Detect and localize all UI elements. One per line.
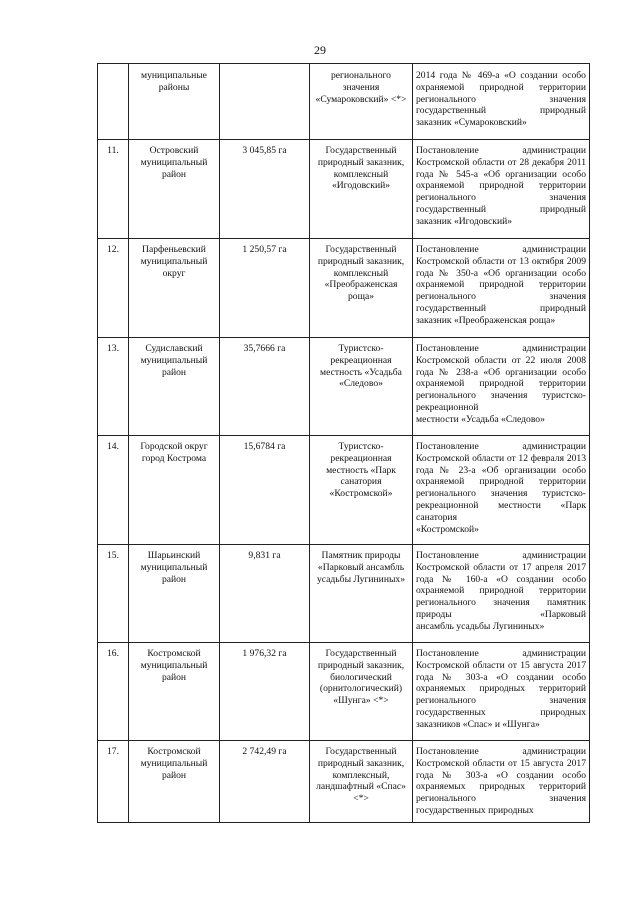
document-line: туристско-рекреационной [416,390,586,413]
table-row [98,337,590,435]
document-line: 2011 года № 545-а «Об организации [416,156,586,180]
territory-cell: Шарьинский муниципальный район [129,544,220,642]
row-number-cell: 13. [98,337,129,435]
document-line: территории регионального значения [416,180,586,204]
legal-document-cell [413,64,590,140]
table-row [98,642,590,740]
area-cell: 35,7666 га [220,337,310,435]
document-line: туристско-рекреационной [416,488,586,511]
category-cell: Туристско-рекреационная местность «Усадьба «Следово» [310,337,413,435]
category-cell: Государственный природный заказник, комплексный «Преображенская роща» [310,238,413,337]
area-cell: 3 045,85 га [220,139,310,238]
document-line: территории регионального значения [416,279,586,303]
document-line: Постановление администрации [416,745,586,757]
protected-areas-table [97,63,590,823]
document-line: особо охраняемой природной [416,366,586,390]
territory-cell: Парфеньевский муниципальный округ [129,238,220,337]
table-row [98,64,590,140]
document-line: 2017 года № 303-а «О создании [416,659,586,683]
document-line: ансамбль усадьбы Лугининых» [416,620,545,632]
document-line: Постановление администрации [416,440,586,452]
document-line: 2014 года № 469-а «О создании [416,70,558,81]
area-cell: 2 742,49 га [220,740,310,822]
document-line: заказник «Игодовский» [416,215,513,227]
legal-document-cell [413,642,590,740]
document-line: особо охраняемых природных [416,671,586,695]
legal-document-cell [413,139,590,238]
legal-document-cell [413,337,590,435]
document-line: территории регионального значения [416,585,586,609]
legal-document-cell [413,238,590,337]
document-line: 2013 года № 23-а «Об организации [416,452,586,476]
document-line: территорий регионального значения [416,781,586,805]
document-line: Постановление администрации [416,549,586,561]
document-line: государственный природный [416,105,586,117]
document-line: Костромской области от 22 июля [416,354,562,366]
document-line: 2017 года № 160-а «О создании [416,561,587,585]
document-line: государственный природный [416,203,586,215]
table-row [98,139,590,238]
document-line: особо охраняемых природных [416,769,586,793]
area-cell: 9,831 га [220,544,310,642]
document-line: территории регионального значения [416,81,586,105]
row-number-cell: 15. [98,544,129,642]
territory-cell: муниципальные районы [129,64,220,140]
page-number: 29 [314,43,326,57]
document-line: заказник «Преображенская роща» [416,314,556,326]
document-line: территории регионального значения [416,476,586,500]
document-line: государственных природных [416,706,586,718]
document-line: Постановление администрации [416,243,586,255]
document-line: Костромской области от 15 августа [416,659,564,671]
row-number-cell: 16. [98,642,129,740]
document-line: особо охраняемой природной [416,267,586,291]
document-line: заказник «Сумароковский» [416,117,527,129]
category-cell: Памятник природы «Парковый ансамбль усадьбы Лугининых» [310,544,413,642]
legal-document-cell [413,435,590,544]
category-cell: Туристско-рекреационная местность «Парк санатория «Костромской» [310,435,413,544]
document-line: Постановление администрации [416,647,586,659]
document-line: Костромской области от 13 октября [416,255,564,267]
row-number-cell: 12. [98,238,129,337]
row-number-cell [98,64,129,140]
area-cell: 1 976,32 га [220,642,310,740]
document-line: Костромской области от 12 февраля [416,452,565,464]
document-line: Костромской области от 17 апреля [416,561,563,573]
area-cell: 15,6784 га [220,435,310,544]
area-cell: 1 250,57 га [220,238,310,337]
territory-cell: Костромской муниципальный район [129,642,220,740]
row-number-cell: 17. [98,740,129,822]
legal-document-cell [413,740,590,822]
territory-cell: Костромской муниципальный район [129,740,220,822]
document-line: Костромской области от 15 августа [416,757,564,769]
category-cell: Государственный природный заказник, комплексный «Игодовский» [310,139,413,238]
territory-cell: Островский муниципальный район [129,139,220,238]
document-line: Постановление администрации [416,144,586,156]
table-row [98,740,590,822]
document-line: государственных природных [416,804,534,816]
table-row [98,544,590,642]
document-line: местности «Усадьба «Следово» [416,413,545,425]
document-line: 2009 года № 350-а «Об организации [416,255,587,279]
document-line: территорий регионального значения [416,683,586,707]
territory-cell: Судиславский муниципальный район [129,337,220,435]
document-line: Костромской области от 28 декабря [416,156,565,168]
table-row [98,238,590,337]
category-cell: регионального значения «Сумароковский» <*> [310,64,413,140]
document-line: 2008 года № 238-а «Об организации [416,354,586,378]
document-line: заказников «Спас» и «Шунга» [416,718,540,730]
table-row [98,435,590,544]
document-line: 2017 года № 303-а «О создании [416,757,586,781]
document-line: «Костромской» [416,523,479,535]
document-line: особо охраняемой природной [416,464,586,488]
territory-cell: Городской округ город Кострома [129,435,220,544]
row-number-cell: 11. [98,139,129,238]
category-cell: Государственный природный заказник, комплексный, ландшафтный «Спас» <*> [310,740,413,822]
category-cell: Государственный природный заказник, биологический (орнитологический) «Шунга» <*> [310,642,413,740]
document-line: памятник природы «Парковый [416,597,586,620]
document-line: территории регионального значения [416,378,586,402]
document-line: особо охраняемой природной [416,70,586,93]
document-line: особо охраняемой природной [416,168,586,192]
document-line: государственный природный [416,302,586,314]
area-cell [220,64,310,140]
document-line: Постановление администрации [416,342,586,354]
legal-document-cell [413,544,590,642]
document-line: местности «Парк санатория [416,499,586,523]
row-number-cell: 14. [98,435,129,544]
document-line: особо охраняемой природной [416,573,586,597]
